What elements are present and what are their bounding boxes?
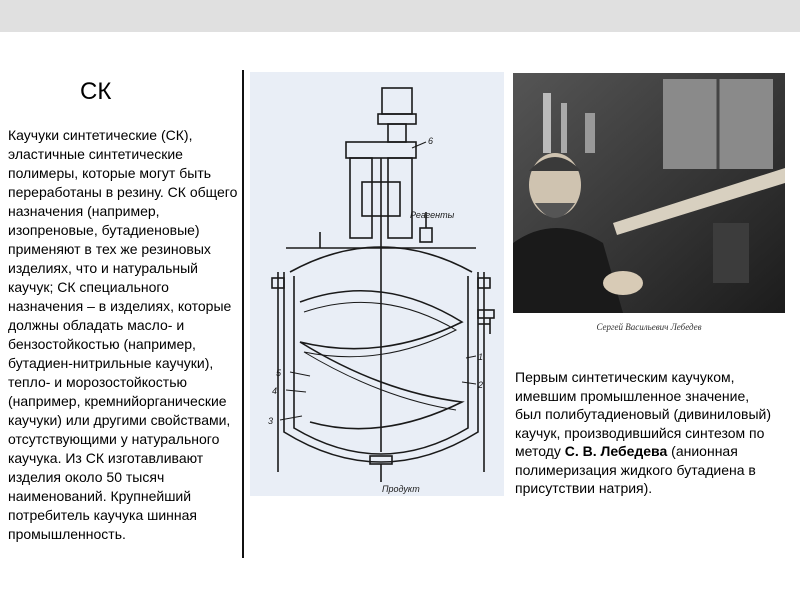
bench-item: [713, 223, 749, 283]
leader-5: [290, 372, 310, 376]
label-reagents: Реагенты: [410, 210, 455, 220]
leader-2: [462, 382, 476, 384]
reactor-diagram: [250, 72, 504, 496]
motor-neck: [388, 124, 406, 142]
slide-title: СК: [80, 78, 112, 105]
photo-rendering: [513, 73, 785, 313]
gearbox-cap: [346, 142, 416, 158]
label-4: 4: [272, 386, 278, 396]
motor-top: [382, 88, 412, 114]
label-product: Продукт: [382, 484, 420, 494]
label-3: 3: [268, 416, 274, 426]
stand-left: [350, 158, 372, 238]
label-6: 6: [428, 136, 434, 146]
left-description: Каучуки синтетические (СК), эластичные синтетические полимеры, которые могут быть переработаны в резину. СК общего назначения (например, изопреновые, бутадиеновые) применяют в тех же резиновых изделиях, что и натуральный каучук; СК специального назначения – в изделиях, которые должны обладать масло- и бензостойкостью (например, бутадиен-нитрильные каучуки), тепло- и морозостойкостью (например, кремнийорганические каучуки) или другими свойствами, отсутствующими у натурального каучука. Из СК изготавливают изделия около 50 тысяч наименований. Крупнейший потребитель каучука шинная промышленность.: [8, 127, 238, 542]
nozzle-right-mid: [478, 310, 494, 318]
hand: [603, 271, 643, 295]
label-5: 5: [276, 368, 282, 378]
right-description: [515, 368, 777, 498]
glass-tube-2: [561, 103, 567, 153]
glass-tube-3: [585, 113, 595, 153]
label-1: 1: [478, 352, 484, 362]
leader-4: [286, 390, 306, 392]
lebedev-name: С. В. Лебедева: [564, 443, 668, 459]
motor-flange: [378, 114, 416, 124]
top-bar: [0, 0, 800, 32]
label-2: 2: [478, 380, 484, 390]
right-text-part1: Первым синтетическим каучуком, имевшим промышленное значение, был полибутадиеновый (дивиниловый) каучук, производившийся синтезом по методу: [515, 369, 771, 459]
vertical-divider: [242, 70, 244, 558]
glass-tube-1: [543, 93, 551, 153]
lebedev-photo: [513, 73, 785, 313]
right-text-part2: (анионная полимеризация жидкого бутадиена в присутствии натрия).: [515, 443, 756, 496]
reagent-inlet: [420, 228, 432, 242]
leader-6: [412, 142, 426, 148]
reactor-drawing: [250, 72, 504, 496]
spiral-stirrer-inner: [304, 302, 456, 410]
photo-caption: Сергей Васильевич Лебедев: [596, 322, 702, 332]
